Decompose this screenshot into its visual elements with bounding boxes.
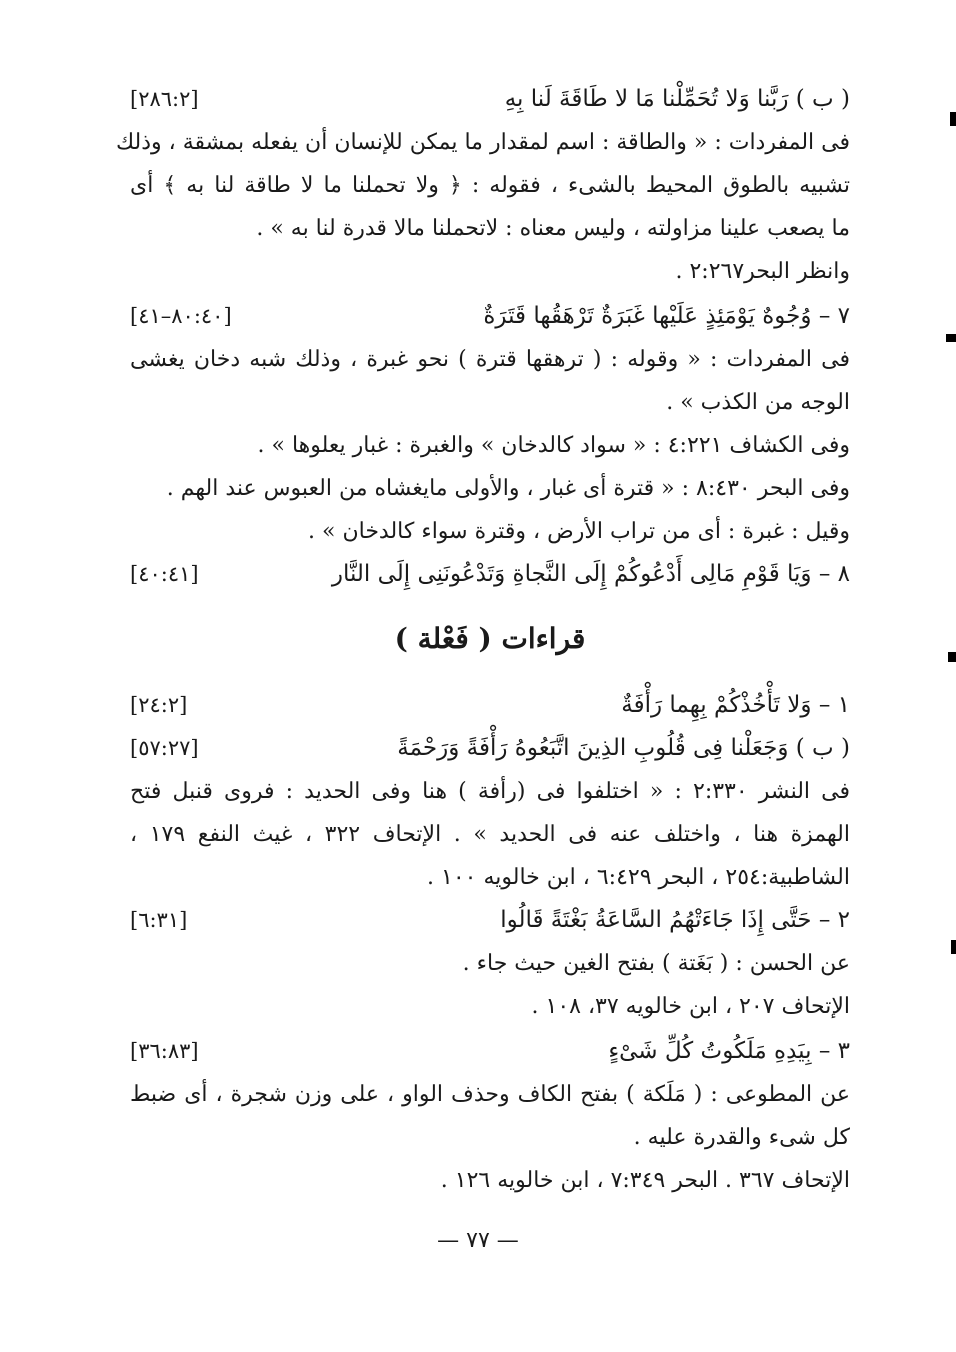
verse-reference: [٦:٣١]: [130, 908, 188, 932]
commentary-line: الوجه من الكذب » .: [666, 390, 850, 415]
scan-mark: [951, 940, 956, 954]
verse-text: ( ب ) رَبَّنا وَلا تُحَمِّلْنا مَا لا طَاقَةَ لَنا بِهِ: [504, 86, 850, 112]
scan-mark: [950, 112, 956, 126]
commentary-line: فى النشر ٢:٣٣٠ : « اختلفوا فى (رأفة ) هنا وفى الحديد : فروى قنبل فتح: [130, 779, 850, 804]
commentary-line: الإتحاف ٣٦٧ . البحر ٧:٣٤٩ ، ابن خالويه ١٢٦ .: [440, 1168, 850, 1193]
scan-mark: [946, 334, 956, 342]
page-number: — ٧٧ —: [437, 1228, 519, 1253]
commentary-line: الإتحاف ٢٠٧ ، ابن خالويه ٣٧، ١٠٨ .: [531, 994, 850, 1019]
verse-line: [130, 684, 850, 727]
commentary-line: وانظر البحر٢:٢٦٧ .: [675, 259, 850, 284]
commentary-line: الهمزة هنا ، واختلف عنه فى الحديد » . الإتحاف ٣٢٢ ، غيث النفع ١٧٩ ،: [130, 822, 850, 847]
verse-line: [130, 78, 850, 121]
verse-line: [130, 295, 850, 338]
verse-line: [130, 899, 850, 942]
verse-reference: [٥٧:٢٧]: [130, 736, 199, 760]
verse-reference: [٢٤:٢]: [130, 693, 188, 717]
page-body: [115, 78, 850, 1202]
section-top: [115, 78, 850, 596]
commentary-line: وقيل : غبرة : أى من تراب الأرض ، وقترة سواء كالدخان » .: [308, 519, 850, 544]
verse-reference: [٢٨٦:٢]: [130, 87, 199, 111]
verse-text: ٧ – وُجُوهٌ يَوْمَئِذٍ عَلَيْها غَبَرَةٌ تَرْهَقُها قَتَرَةٌ: [483, 303, 850, 329]
verse-text: ١ – وَلا تَأْخُذْكُمْ بِهِما رَأْفَةٌ: [621, 692, 850, 718]
commentary-line: ما يصعب علينا مزاولته ، وليس معناه : لاتحملنا مالا قدرة لنا به » .: [256, 216, 850, 241]
commentary-line: عن الحسن : ( بَغَتة ) بفتح الغين حيث جاء .: [462, 951, 850, 976]
verse-reference: [٨٠:٤٠–٤١]: [130, 304, 232, 328]
commentary-line: كل شىء والقدرة عليه .: [633, 1125, 850, 1150]
verse-line: [130, 1030, 850, 1073]
scan-mark: [948, 652, 956, 662]
verse-text: ( ب ) وَجَعَلْنا فِى قُلُوبِ الذِينَ اتَّبَعُوهُ رَأْفَةً وَرَحْمَةً: [397, 735, 850, 761]
verse-reference: [٤٠:٤١]: [130, 562, 199, 586]
verse-reference: [٣٦:٨٣]: [130, 1039, 199, 1063]
commentary-line: فى المفردات : « وقوله : ( ترهقها قترة ) نحو غبرة ، وذلك شبه دخان يغشى: [130, 347, 850, 372]
verse-text: ٨ – وَيَا قَوْمِ مَالِى أَدْعُوكُمْ إِلَى النَّجاةِ وَتَدْعُونَنِى إِلَى النَّار: [331, 561, 850, 587]
commentary-line: عن المطوعى : ( مَلَكة ) بفتح الكاف وحذف الواو ، على وزن شجرة ، أى ضبط: [130, 1082, 850, 1107]
commentary-line: تشبيه بالطوق المحيط بالشىء ، فقوله : ﴿ ولا تحملنا ما لا طاقة لنا به ﴾ أى: [130, 173, 850, 198]
commentary-line: فى المفردات : « والطاقة : اسم لمقدار ما يمكن للإنسان أن يفعله بمشقة ، وذلك: [115, 130, 850, 155]
verse-line: [130, 727, 850, 770]
verse-text: ٣ – بِيَدِهِ مَلَكُوتُ كُلِّ شَىْءٍ: [608, 1038, 850, 1064]
commentary-line: وفى الكشاف ٤:٢٢١ : « سواد كالدخان » والغبرة : غبار يعلوها » .: [257, 433, 850, 458]
commentary-line: وفى البحر ٨:٤٣٠ : « قترة أى غبار ، والأولى مايغشاه من العبوس عند الهم .: [166, 476, 850, 501]
verse-text: ٢ – حَتَّى إِذَا جَاءَتْهُمُ السَّاعَةُ بَغْتَةً قَالُوا: [500, 907, 850, 933]
section-readings: [130, 684, 850, 1202]
section-heading: قراءات ( فَعْلة ): [394, 622, 586, 655]
commentary-line: الشاطبية:٢٥٤ ، البحر ٦:٤٢٩ ، ابن خالويه ١٠٠ .: [427, 865, 850, 890]
verse-line: [130, 553, 850, 596]
